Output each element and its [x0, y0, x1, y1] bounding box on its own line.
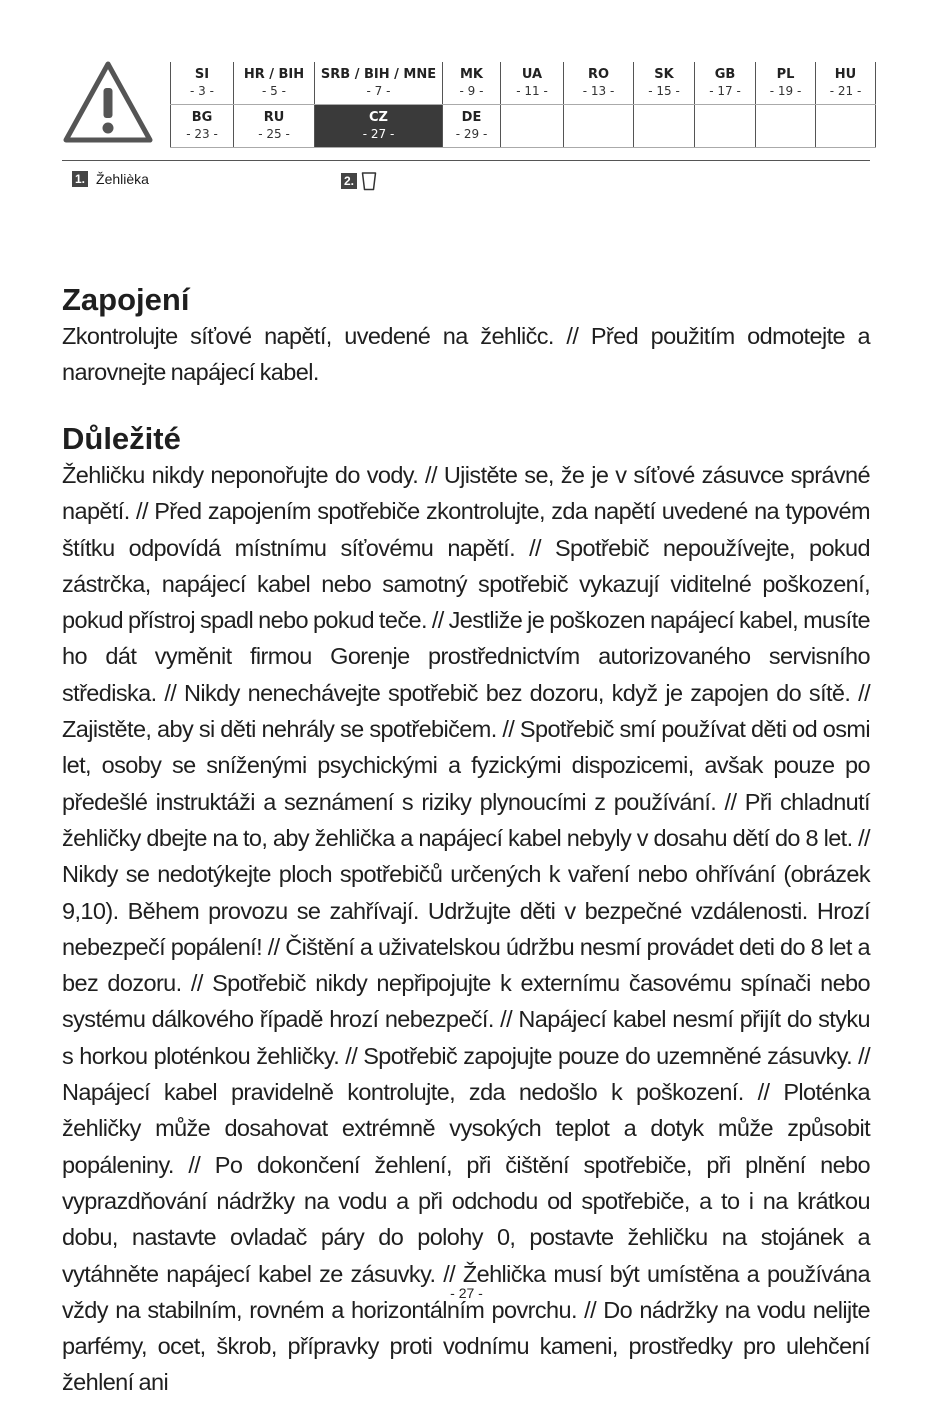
lang-cell-empty — [695, 105, 756, 148]
lang-cell-si[interactable]: SI - 3 - — [171, 62, 234, 105]
lang-cell-pl[interactable]: PL - 19 - — [756, 62, 816, 105]
lang-cell-gb[interactable]: GB - 17 - — [695, 62, 756, 105]
lang-cell-hu[interactable]: HU - 21 - — [816, 62, 876, 105]
section-body: Zkontrolujte síťové napětí, uvedené na žehličc. // Před použitím odmotejte a narovnejte napájecí kabel. — [62, 323, 870, 386]
water-cup-icon — [361, 171, 377, 191]
section-important — [62, 421, 870, 1401]
language-index-table — [170, 62, 876, 148]
lang-cell-empty — [634, 105, 695, 148]
lang-cell-srb-bih-mne[interactable]: SRB / BIH / MNE - 7 - — [315, 62, 443, 105]
section-heading: Důležité — [62, 421, 181, 456]
language-row-2 — [171, 105, 876, 148]
section-heading: Zapojení — [62, 282, 190, 317]
lang-cell-ro[interactable]: RO - 13 - — [564, 62, 634, 105]
lang-cell-ru[interactable]: RU - 25 - — [234, 105, 315, 148]
lang-cell-mk[interactable]: MK - 9 - — [443, 62, 501, 105]
page-number: - 27 - — [450, 1285, 483, 1301]
section-connection — [62, 282, 870, 391]
lang-cell-empty — [756, 105, 816, 148]
section-body: Žehličku nikdy neponořujte do vody. // Ujistěte se, že je v síťové zásuvce správné napětí. // Před zapojením spotřebiče zkontrolujte, zda napětí uvedené na typovém štítku odpovídá místnímu síťovému napětí. // Spotřebič nepoužívejte, pokud zástrčka, napájecí kabel nebo samotný spotřebič vykazují viditelné poškození, pokud přístroj spadl nebo pokud teče. // Jestliže je poškozen napájecí kabel, musíte ho dát vyměnit firmou Gorenje prostřednictvím autorizovaného servisního střediska. // Nikdy nenechávejte spotřebič bez dozoru, když je zapojen do sítě. // Zajistěte, aby si děti nehrály se spotřebičem. // Spotřebič smí používat děti od osmi let, osoby se sníženými psychickými a fyzickými dispozicemi, avšak pouze po předešlé instruktáži a seznámení s riziky plynoucími z používání. // Při chladnutí žehličky dbejte na to, aby žehlička a napájecí kabel nebyly v dosahu dětí do 8 let. // Nikdy se nedotýkejte ploch spotřebičů určených k vaření nebo ohřívání (obrázek 9,10). Během provozu se zahřívají. Udržujte děti v bezpečné vzdálenosti. Hrozí nebezpečí popálení! // Čištění a uživatelskou údržbu nesmí provádet deti do 8 let a bez dozoru. // Spotřebič nikdy nepřipojujte k externímu časovému spínači nebo systému dálkového řípadě hrozí nebezpečí. // Napájecí kabel nesmí přijít do styku s horkou ploténkou žehličky. // Spotřebič zapojujte pouze do uzemněné zásuvky. // Napájecí kabel pravidelně kontrolujte, zda nedošlo k poškození. // Ploténka žehličky může dosahovat extrémně vysokých teplot a dotyk může způsobit popáleniny. // Po dokončení žehlení, při čištění spotřebiče, při plnění nebo vyprazdňování nádržky na vodu a při odchodu od spotřebiče, a to i na krátkou dobu, nastavte ovladač páry do polohy 0, postavte žehličku na stojánek a vytáhněte napájecí kabel ze zásuvky. // Žehlička musí být umístěna a používána vždy na stabilním, rovném a horizontálním povrchu. // Do nádržky na vodu nelijte parfémy, ocet, škrob, přípravky proti vodnímu kameni, prostředky pro ulehčení žehlení ani — [62, 462, 870, 1396]
figure-1-caption: Žehlièka — [96, 171, 149, 187]
lang-cell-empty — [564, 105, 634, 148]
lang-cell-bg[interactable]: BG - 23 - — [171, 105, 234, 148]
warning-triangle-icon — [62, 60, 154, 144]
lang-cell-hr-bih[interactable]: HR / BIH - 5 - — [234, 62, 315, 105]
lang-cell-de[interactable]: DE - 29 - — [443, 105, 501, 148]
figure-2-label — [341, 171, 377, 191]
lang-cell-ua[interactable]: UA - 11 - — [501, 62, 564, 105]
header-divider — [62, 160, 870, 161]
figure-1-label — [72, 171, 149, 187]
figure-2-number: 2. — [341, 173, 357, 189]
lang-cell-cz[interactable]: CZ - 27 - — [315, 105, 443, 148]
lang-cell-empty — [816, 105, 876, 148]
lang-cell-empty — [501, 105, 564, 148]
lang-cell-sk[interactable]: SK - 15 - — [634, 62, 695, 105]
figure-1-number: 1. — [72, 171, 88, 187]
language-row-1 — [171, 62, 876, 105]
